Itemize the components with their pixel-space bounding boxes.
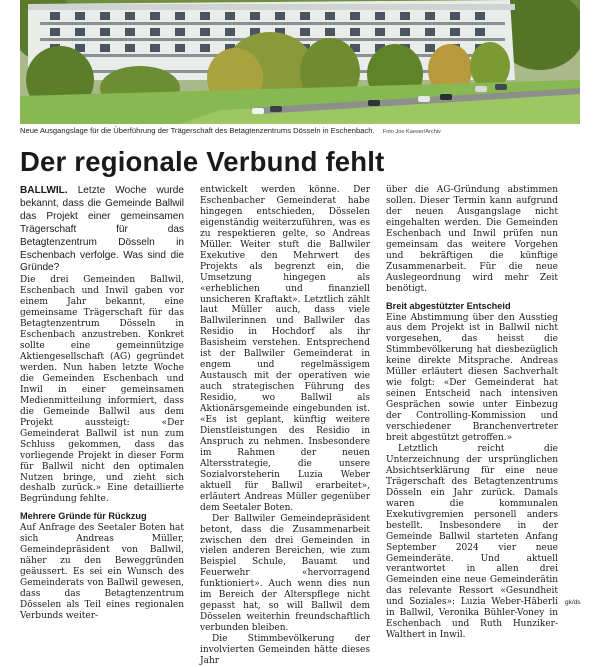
article-column-1 xyxy=(20,185,184,622)
paragraph: Auf Anfrage des Seetaler Boten hat sich Andreas Müller, Gemeindepräsident von Ballwil, näher zu den Beweggründen geäussert. Es sei ein Wunsch des Gemeinderats von Ballwil gewesen, dass das Betagtenzentrum Dösselen als Teil eines regionalen Verbunds weiter- xyxy=(20,523,184,621)
paragraph: über die AG-Gründung abstimmen sollen. Dieser Termin kann aufgrund der neuen Ausgangslage nicht eingehalten werden. Die Gemeinden Eschenbach und Inwil prüfen nun gemeinsam das weitere Vorgehen und bekräftigen die künftige Zusammenarbeit. Für die neue Auslegeordnung wird mehr Zeit benötigt. xyxy=(386,185,558,294)
photo-credit: Foto Joe Kaeser/Archiv xyxy=(382,129,441,135)
article-photo xyxy=(20,0,580,124)
paragraph: entwickelt werden könne. Der Eschenbacher Gemeinderat habe hingegen entschieden, Dösselen eigenständig weiterzuführen, was es zu respektieren gelte, so Andreas Müller. Weiter stuft die Ballwiler Exekutive den Mehrwert des Projekts als begrenzt ein, die Umsetzung hingegen als «erheblichen und finanziell unsicheren Kraftakt». Letztlich zählt laut Müller auch, dass viele Ballwilerinnen und Ballwiler das Residio in Hochdorf als ihr Basisheim verstehen. Entsprechend ist der Ballwiler Gemeinderat in engem und regelmässigem Austausch mit der operativen wie auch strategischen Führung des Residio, wo Ballwil als Aktionärsgemeinde eingebunden ist. «Es ist geplant, künftig weitere Dienstleistungen des Residio in Anspruch zu nehmen. Insbesondere im Rahmen der neuen Altersstrategie, die unsere Sozialvorsteherin Luzia Weber aktuell für Ballwil erarbeitet», erläutert Andreas Müller gegenüber dem Seetaler Boten. xyxy=(200,185,370,513)
lead-dateline: BALLWIL. xyxy=(20,185,68,196)
article-column-3 xyxy=(386,185,558,641)
lead-text: Letzte Woche wurde bekannt, dass die Gemeinde Ballwil das Projekt einer gemeinsamen Trägerschaft für das Betagtenzentrum Dösseln in Eschenbach verfolge. Was sind die Gründe? xyxy=(20,185,184,274)
subheading-decision: Breit abgestützter Entscheid xyxy=(386,300,511,311)
caption-text: Neue Ausgangslage für die Überführung der Trägerschaft des Betagtenzentrums Dösseln in Eschenbach. xyxy=(20,126,375,135)
paragraph: Die drei Gemeinden Ballwil, Eschenbach und Inwil gaben vor einem Jahr bekannt, eine gemeinsame Trägerschaft für das Betagtenzentrum Dösseln in Eschenbach anzustreben. Konkret sollte eine gemeinnützige Aktiengesellschaft (AG) gegründet werden. Nun haben letzte Woche die Gemeinden Eschenbach und Inwil in einer gemeinsamen Medienmitteilung informiert, dass die Gemeinde Ballwil aus dem Projekt aussteigt: «Der Gemeinderat Ballwil ist nun zum Schluss gekommen, dass das vorliegende Projekt in dieser Form für Ballwil nicht den optimalen Nutzen bringe, und zieht sich deshalb zurück.» Eine detaillierte Begründung fehlte. xyxy=(20,275,184,505)
photo-caption xyxy=(20,126,580,135)
paragraph: Die Stimmbevölkerung der involvierten Gemeinden hätte dieses Jahr xyxy=(200,634,370,666)
subheading-reasons: Mehrere Gründe für Rückzug xyxy=(20,511,147,522)
article-column-2 xyxy=(200,185,370,667)
paragraph: Der Ballwiler Gemeindepräsident betont, dass die Zusammenarbeit zwischen den drei Gemeinden in vielen anderen Bereichen, wie zum Beispiel Schule, Bauamt und Feuerwehr «hervorragend funktioniert». Auch wenn dies nun im Bereich der Alterspflege nicht gepasst hat, so will Ballwil dem Dösselen weiterhin freundschaftlich verbunden bleiben. xyxy=(200,513,370,634)
article-lead xyxy=(20,185,184,275)
article-headline: Der regionale Verbund fehlt xyxy=(20,146,385,177)
paragraph: Eine Abstimmung über den Ausstieg aus dem Projekt ist in Ballwil nicht vorgesehen, das heisst die Stimmbevölkerung hat diesbezüglich keine direkte Mitsprache. Andreas Müller erläutert diesen Sachverhalt wie folgt: «Der Gemeinderat hat seinen Entscheid nach intensiven Gesprächen sowie unter Einbezug der Controlling-Kommission und verschiedener Branchenvertreter breit abgestützt getroffen.» xyxy=(386,312,558,444)
paragraph: Letztlich reicht die Unterzeichnung der ursprünglichen Absichtserklärung für eine neue Trägerschaft des Betagtenzentrums Dösseln ein Jahr zurück. Damals waren die kommunalen Exekutivgremien personell anders bestellt. Insbesondere in der Gemeinde Ballwil starteten Anfang September 2024 vier neue Gemeinderäte. Und aktuell verantwortet in allen drei Gemeinden eine neue Gemeinderätin das relevante Ressort «Gesundheit und Soziales»: Luzia Weber-Häberli in Ballwil, Veronika Bühler-Voney in Eschenbach und Ruth Hunziker-Walthert in Inwil. xyxy=(386,443,558,641)
author-signature: gk/ds xyxy=(565,599,581,606)
